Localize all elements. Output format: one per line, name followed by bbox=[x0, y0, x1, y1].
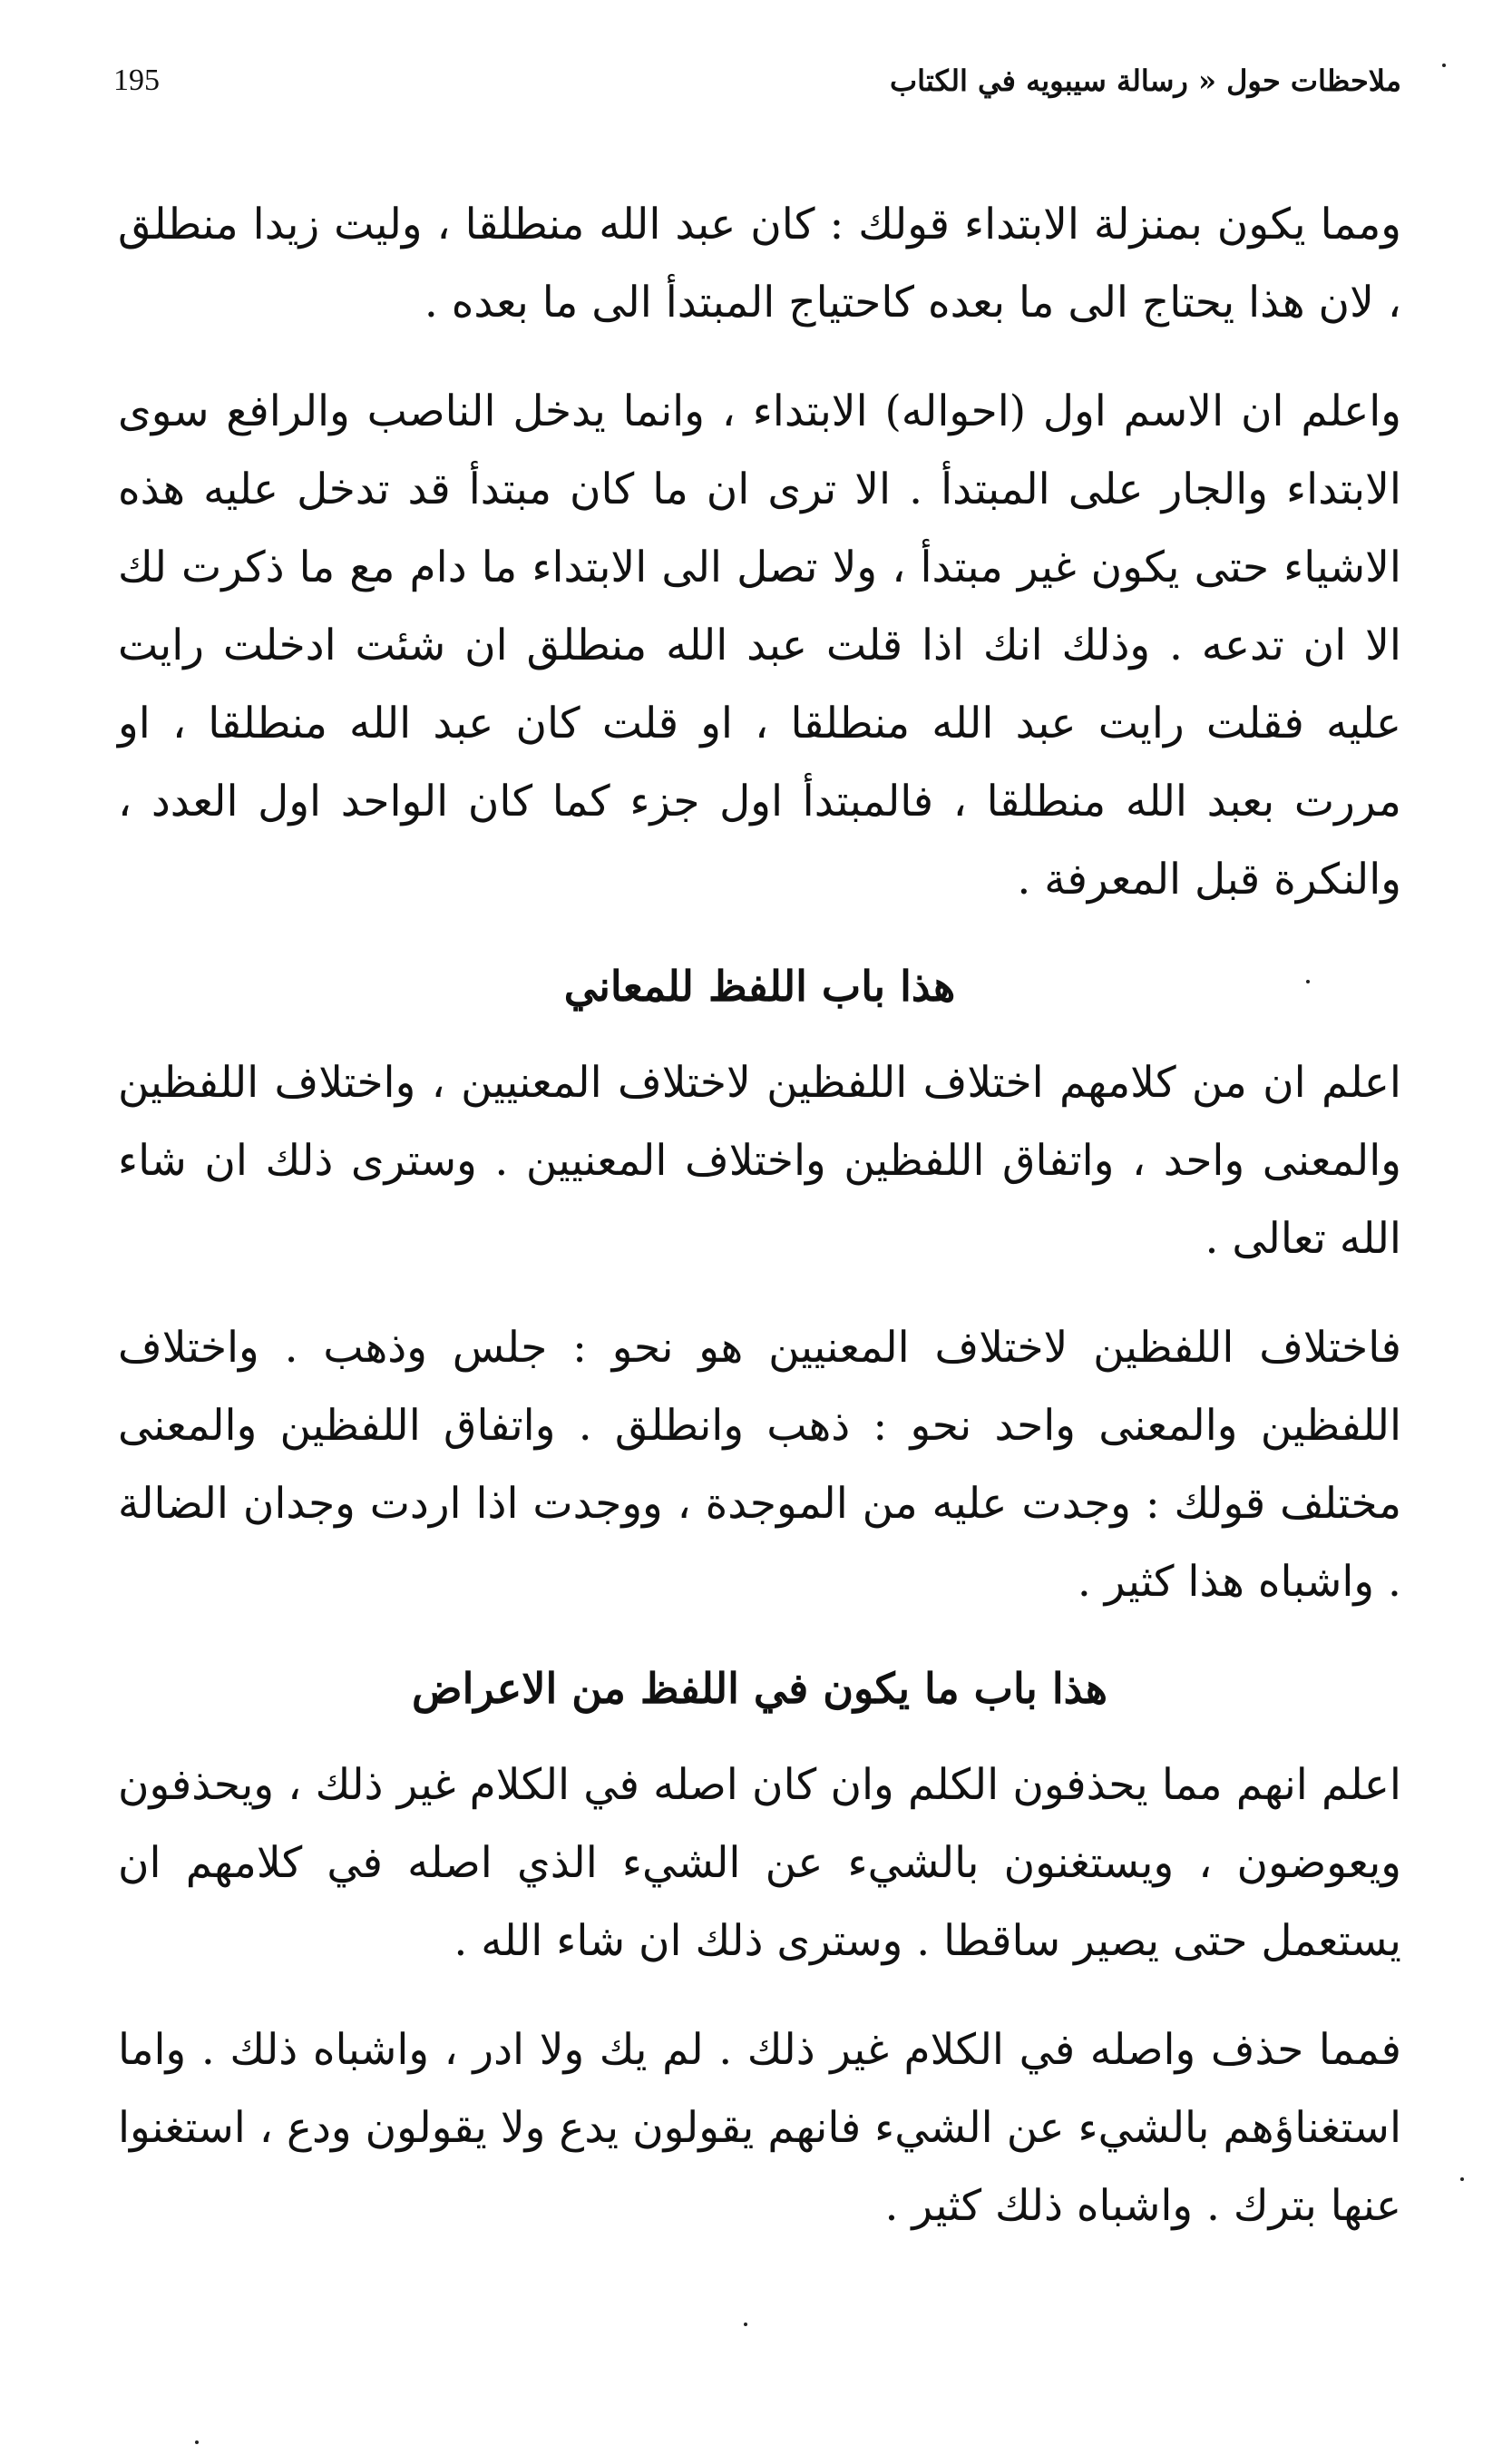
paragraph: ومما يكون بمنزلة الابتداء قولك : كان عبد الله منطلقا ، وليت زيدا منطلق ، لان هذا يحتاج الى ما بعده كاحتياج المبتدأ الى ما بعده . bbox=[118, 200, 1401, 328]
paragraph: اعلم انهم مما يحذفون الكلم وان كان اصله في الكلام غير ذلك ، ويحذفون ويعوضون ، ويستغنون بالشيء عن الشيء الذي اصله في كلامهم ان يستعمل حتى يصير ساقطا . وسترى ذلك ان شاء الله . bbox=[118, 1760, 1401, 1966]
scan-speck bbox=[195, 2440, 199, 2444]
scan-speck bbox=[1306, 980, 1310, 983]
paragraph: فمما حذف واصله في الكلام غير ذلك . لم يك ولا ادر ، واشباه ذلك . واما استغناؤهم بالشيء عن الشيء فانهم يقولون يدع ولا يقولون ودع ، استغنوا عنها بترك . واشباه ذلك كثير . bbox=[118, 2025, 1401, 2231]
section-heading: هذا باب اللفظ للمعاني bbox=[563, 962, 956, 1011]
paragraph: فاختلاف اللفظين لاختلاف المعنيين هو نحو : جلس وذهب . واختلاف اللفظين والمعنى واحد نحو : ذهب وانطلق . واتفاق اللفظين والمعنى مختلف قولك : وجدت عليه من الموجدة ، ووجدت اذا اردت وجدان الضالة . واشباه هذا كثير . bbox=[118, 1323, 1401, 1607]
scan-speck bbox=[744, 2323, 747, 2326]
running-title: ملاحظات حول « رسالة سيبويه في الكتاب bbox=[890, 64, 1401, 98]
section-heading: هذا باب ما يكون في اللفظ من الاعراض bbox=[412, 1664, 1107, 1713]
main-text bbox=[118, 186, 1401, 2276]
page-header bbox=[113, 64, 1401, 118]
paragraph: واعلم ان الاسم اول (احواله) الابتداء ، وانما يدخل الناصب والرافع سوى الابتداء والجار على المبتدأ . الا ترى ان ما كان مبتدأ قد تدخل عليه هذه الاشياء حتى يكون غير مبتدأ ، ولا تصل الى الابتداء ما دام مع ما ذكرت لك الا ان تدعه . وذلك انك اذا قلت عبد الله منطلق ان شئت ادخلت رايت عليه فقلت رايت عبد الله منطلقا ، او قلت كان عبد الله منطلقا ، او مررت بعبد الله منطلقا ، فالمبتدأ اول جزء كما كان الواحد اول العدد ، والنكرة قبل المعرفة . bbox=[118, 386, 1401, 905]
page-number: 195 bbox=[113, 64, 160, 97]
scan-speck bbox=[1460, 2177, 1464, 2181]
scan-speck bbox=[1442, 64, 1446, 67]
paragraph: اعلم ان من كلامهم اختلاف اللفظين لاختلاف المعنيين ، واختلاف اللفظين والمعنى واحد ، واتفاق اللفظين واختلاف المعنيين . وسترى ذلك ان شاء الله تعالى . bbox=[118, 1058, 1401, 1264]
